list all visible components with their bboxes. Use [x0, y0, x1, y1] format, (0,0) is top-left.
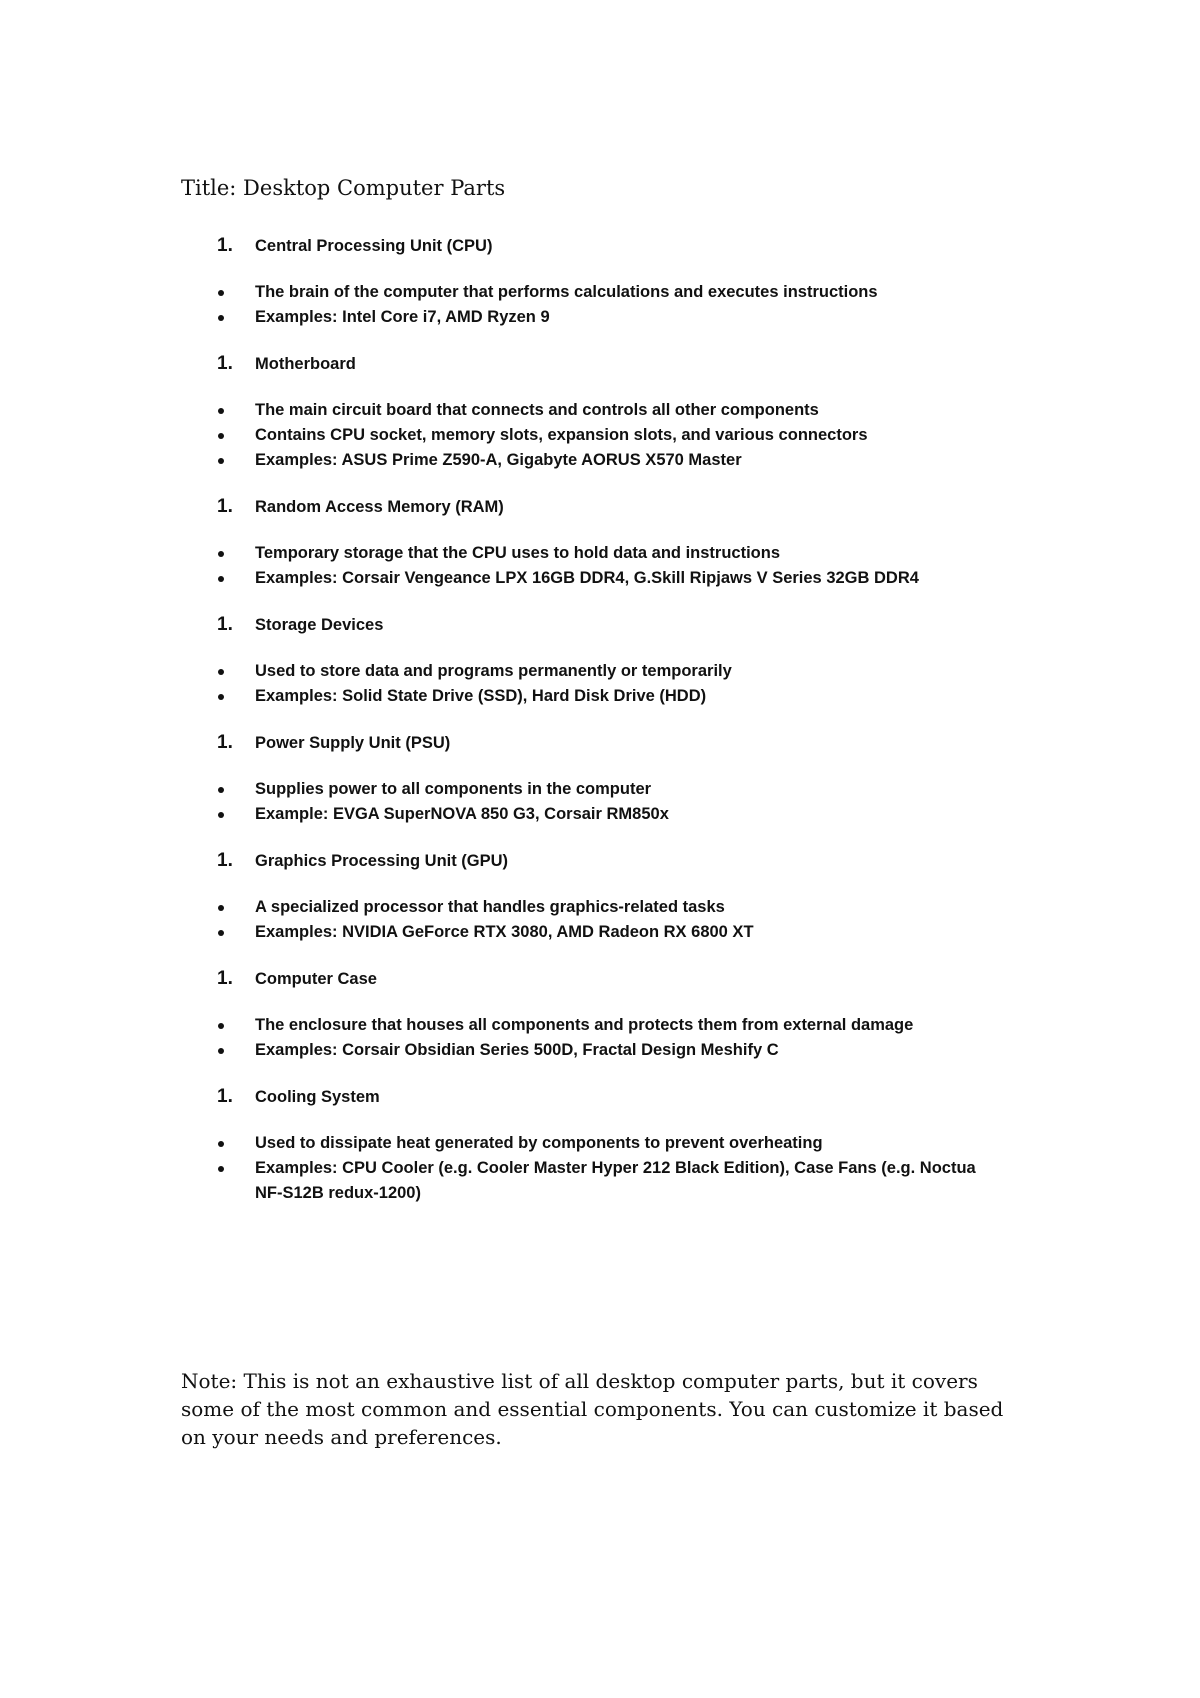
section-heading-text: Cooling System: [255, 1088, 380, 1106]
list-item: [0, 684, 1005, 709]
list-item: [0, 1131, 1005, 1156]
list-number: 1.: [217, 235, 233, 256]
list-item: [0, 398, 1005, 423]
list-item-text: A specialized processor that handles graphics-related tasks: [255, 898, 725, 916]
list-item-text: Examples: NVIDIA GeForce RTX 3080, AMD Radeon RX 6800 XT: [255, 923, 754, 941]
part-section: [0, 493, 1200, 591]
bullet-dot-icon: [218, 576, 224, 582]
bullet-dot-icon: [218, 669, 224, 675]
part-section: [0, 1083, 1200, 1206]
list-number: 1.: [217, 850, 233, 871]
bullet-list: [0, 1013, 1200, 1063]
bullet-dot-icon: [218, 787, 224, 793]
bullet-dot-icon: [218, 930, 224, 936]
section-heading-text: Motherboard: [255, 355, 356, 373]
list-item: [0, 305, 1005, 330]
list-item: [0, 895, 1005, 920]
list-item: [0, 1013, 1005, 1038]
section-heading: [0, 350, 1200, 378]
list-item-text: Example: EVGA SuperNOVA 850 G3, Corsair RM850x: [255, 805, 669, 823]
list-number: 1.: [217, 732, 233, 753]
bullet-list: [0, 541, 1200, 591]
bullet-dot-icon: [218, 694, 224, 700]
list-item-text: Used to store data and programs permanently or temporarily: [255, 662, 732, 680]
section-heading: [0, 1083, 1200, 1111]
list-item: [0, 802, 1005, 827]
list-item-text: Examples: Intel Core i7, AMD Ryzen 9: [255, 308, 550, 326]
section-heading-text: Storage Devices: [255, 616, 384, 634]
list-item-text: Temporary storage that the CPU uses to hold data and instructions: [255, 544, 781, 562]
parts-list: [0, 232, 1200, 1226]
section-heading: [0, 611, 1200, 639]
list-item-text: Used to dissipate heat generated by components to prevent overheating: [255, 1134, 823, 1152]
bullet-dot-icon: [218, 551, 224, 557]
bullet-list: [0, 280, 1200, 330]
list-item: [0, 777, 1005, 802]
section-heading: [0, 729, 1200, 757]
section-heading-text: Computer Case: [255, 970, 377, 988]
bullet-dot-icon: [218, 812, 224, 818]
bullet-dot-icon: [218, 433, 224, 439]
section-heading-text: Central Processing Unit (CPU): [255, 237, 493, 255]
section-heading: [0, 493, 1200, 521]
list-number: 1.: [217, 968, 233, 989]
list-item: [0, 1038, 1005, 1063]
list-item: [0, 566, 1005, 591]
bullet-list: [0, 1131, 1200, 1206]
list-item-text: Examples: CPU Cooler (e.g. Cooler Master Hyper 212 Black Edition), Case Fans (e.g. Noctua NF-S12B redux-1200): [255, 1159, 976, 1202]
list-item-text: Examples: Corsair Obsidian Series 500D, Fractal Design Meshify C: [255, 1041, 779, 1059]
list-item-text: Contains CPU socket, memory slots, expansion slots, and various connectors: [255, 426, 868, 444]
section-heading-text: Random Access Memory (RAM): [255, 498, 504, 516]
section-heading: [0, 965, 1200, 993]
list-item: [0, 920, 1005, 945]
list-item-text: The brain of the computer that performs calculations and executes instructions: [255, 283, 878, 301]
part-section: [0, 847, 1200, 945]
part-section: [0, 965, 1200, 1063]
part-section: [0, 729, 1200, 827]
list-item: [0, 448, 1005, 473]
list-item-text: Examples: Corsair Vengeance LPX 16GB DDR4, G.Skill Ripjaws V Series 32GB DDR4: [255, 569, 919, 587]
list-item: [0, 423, 1005, 448]
section-heading: [0, 847, 1200, 875]
list-item-text: The main circuit board that connects and controls all other components: [255, 401, 819, 419]
section-heading: [0, 232, 1200, 260]
bullet-dot-icon: [218, 1141, 224, 1147]
list-item-text: Examples: ASUS Prime Z590-A, Gigabyte AORUS X570 Master: [255, 451, 742, 469]
bullet-list: [0, 777, 1200, 827]
document-note: Note: This is not an exhaustive list of all desktop computer parts, but it covers some of the most common and essential components. You can customize it based on your needs and preferences.: [181, 1369, 1004, 1449]
bullet-dot-icon: [218, 1023, 224, 1029]
list-number: 1.: [217, 1086, 233, 1107]
list-item-text: Examples: Solid State Drive (SSD), Hard Disk Drive (HDD): [255, 687, 707, 705]
list-number: 1.: [217, 496, 233, 517]
list-item: [0, 280, 1005, 305]
bullet-dot-icon: [218, 290, 224, 296]
part-section: [0, 611, 1200, 709]
bullet-dot-icon: [218, 408, 224, 414]
part-section: [0, 232, 1200, 330]
list-item: [0, 541, 1005, 566]
list-item: [0, 659, 1005, 684]
list-number: 1.: [217, 353, 233, 374]
bullet-dot-icon: [218, 458, 224, 464]
bullet-list: [0, 398, 1200, 473]
bullet-list: [0, 659, 1200, 709]
list-item: [0, 1156, 1005, 1206]
bullet-dot-icon: [218, 1048, 224, 1054]
list-item-text: Supplies power to all components in the computer: [255, 780, 652, 798]
part-section: [0, 350, 1200, 473]
bullet-dot-icon: [218, 1166, 224, 1172]
bullet-dot-icon: [218, 315, 224, 321]
list-number: 1.: [217, 614, 233, 635]
section-heading-text: Power Supply Unit (PSU): [255, 734, 451, 752]
bullet-list: [0, 895, 1200, 945]
section-heading-text: Graphics Processing Unit (GPU): [255, 852, 509, 870]
bullet-dot-icon: [218, 905, 224, 911]
document-title: Title: Desktop Computer Parts: [181, 176, 506, 200]
list-item-text: The enclosure that houses all components and protects them from external damage: [255, 1016, 914, 1034]
